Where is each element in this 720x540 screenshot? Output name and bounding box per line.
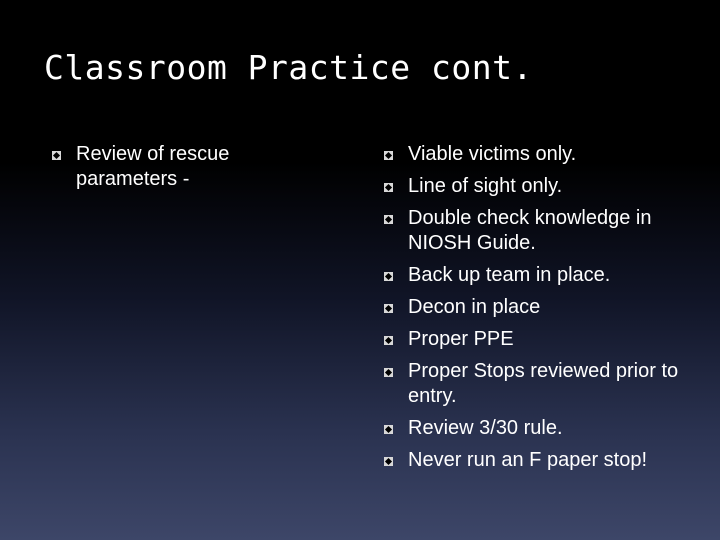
square-bullet-icon [384, 151, 393, 160]
square-bullet-icon [384, 215, 393, 224]
left-bullet-list [50, 142, 290, 199]
bullet-item [382, 295, 712, 320]
bullet-item [382, 327, 712, 352]
square-bullet-icon [52, 151, 61, 160]
bullet-item [382, 263, 712, 288]
bullet-item [382, 448, 712, 473]
slide-title: Classroom Practice cont. [44, 48, 533, 87]
square-bullet-icon [384, 304, 393, 313]
right-bullet-list [382, 142, 712, 480]
bullet-text: Review 3/30 rule. [408, 417, 563, 439]
square-bullet-icon [384, 272, 393, 281]
bullet-text: Proper Stops reviewed prior to entry. [408, 360, 679, 407]
bullet-item [382, 174, 712, 199]
bullet-text: Back up team in place. [408, 264, 611, 286]
square-bullet-icon [384, 183, 393, 192]
bullet-item [50, 142, 290, 192]
bullet-item [382, 359, 712, 409]
square-bullet-icon [384, 457, 393, 466]
bullet-item [382, 142, 712, 167]
bullet-text: Double check knowledge in NIOSH Guide. [408, 207, 652, 254]
bullet-text: Decon in place [408, 296, 541, 318]
bullet-text: Proper PPE [408, 328, 514, 350]
bullet-text: Line of sight only. [408, 175, 563, 197]
bullet-text: Review of rescue parameters - [76, 143, 230, 190]
bullet-text: Viable victims only. [408, 143, 577, 165]
square-bullet-icon [384, 368, 393, 377]
square-bullet-icon [384, 336, 393, 345]
bullet-item [382, 206, 712, 256]
bullet-text: Never run an F paper stop! [408, 449, 648, 471]
bullet-item [382, 416, 712, 441]
square-bullet-icon [384, 425, 393, 434]
